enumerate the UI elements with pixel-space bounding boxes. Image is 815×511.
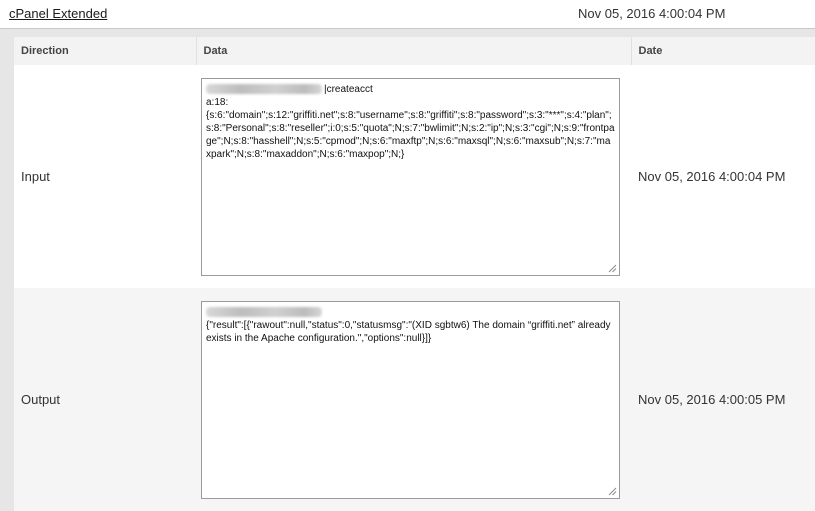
- date-cell: Nov 05, 2016 4:00:05 PM: [631, 288, 815, 511]
- output-payload-text: {"result":[{"rawout":null,"status":0,"statusmsg":"(XID sgbtw6) The domain “griffiti.net” already exists in the Apache configuration.","options":null}]}: [206, 319, 611, 344]
- redacted-hostname: [206, 84, 322, 94]
- table-header-row: [14, 37, 815, 65]
- resize-grip-icon[interactable]: [608, 264, 617, 273]
- table-row-input: [14, 65, 815, 288]
- table-row-output: [14, 288, 815, 511]
- column-header-data: Data: [196, 37, 631, 65]
- input-data-textarea[interactable]: [201, 78, 620, 276]
- redacted-hostname: [206, 307, 322, 317]
- header-date: Nov 05, 2016 4:00:04 PM: [578, 6, 726, 21]
- action-name: |createacct: [324, 83, 373, 95]
- response-header-line: [206, 306, 615, 319]
- column-header-direction: Direction: [14, 37, 196, 65]
- direction-cell: Output: [14, 288, 196, 511]
- request-header-line: [206, 83, 615, 96]
- log-panel: [0, 28, 815, 511]
- date-cell: Nov 05, 2016 4:00:04 PM: [631, 65, 815, 288]
- data-cell: [196, 288, 631, 511]
- resize-grip-icon[interactable]: [608, 487, 617, 496]
- direction-cell: Input: [14, 65, 196, 288]
- input-payload-text: a:18: {s:6:"domain";s:12:"griffiti.net";s:8:"username";s:8:"griffiti";s:8:"password";s:3:"***";s:4:"plan";s:8:"Personal";s:8:"reseller";i:0;s:5:"quota";N;s:7:"bwlimit";N;s:2:"ip";N;s:3:"cgi";N;s:9:"frontpage";N;s:8:"hasshell";N;s:5:"cpmod";N;s:6:"maxftp";N;s:6:"maxsql";N;s:6:"maxsub";N;s:7:"maxpark";N;s:8:"maxaddon";N;s:6:"maxpop";N;}: [206, 96, 615, 160]
- header-bar: [0, 0, 815, 28]
- data-cell: [196, 65, 631, 288]
- output-data-textarea[interactable]: [201, 301, 620, 499]
- module-link[interactable]: cPanel Extended: [9, 6, 108, 21]
- log-table: [14, 37, 815, 511]
- column-header-date: Date: [631, 37, 815, 65]
